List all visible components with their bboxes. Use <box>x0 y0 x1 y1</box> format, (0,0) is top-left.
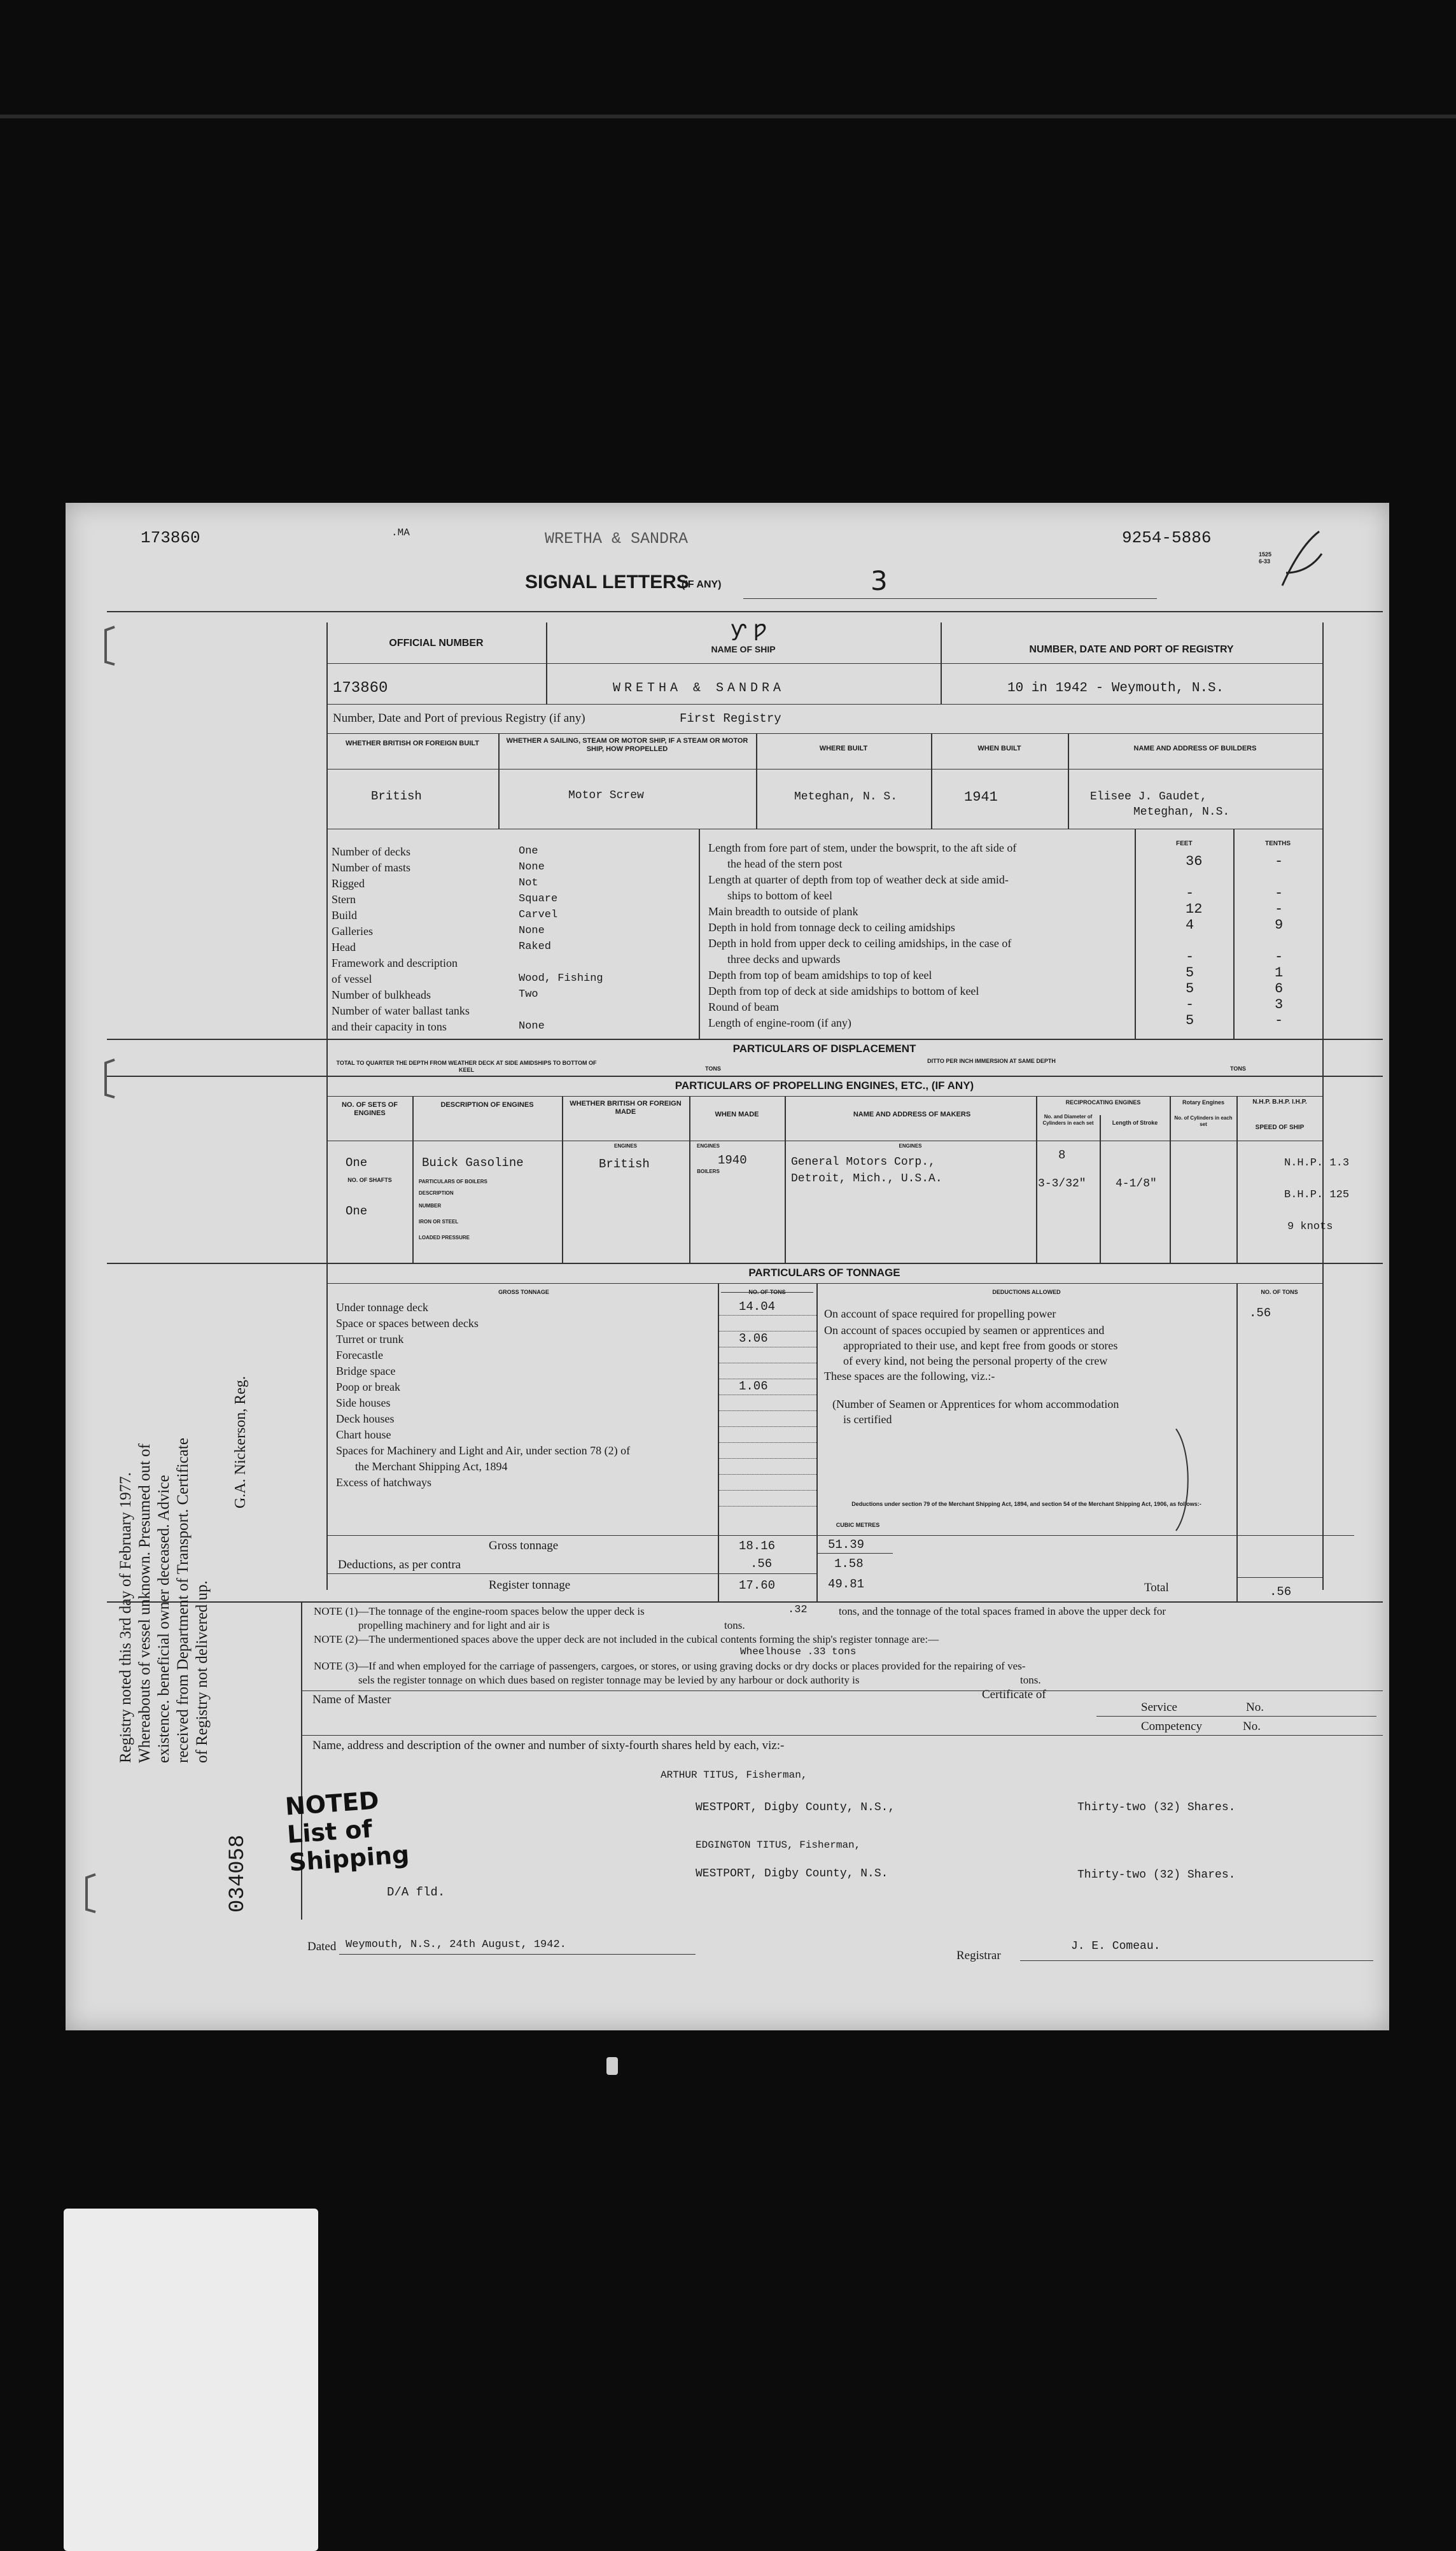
description-label: Number of water ballast tanks <box>332 1004 470 1017</box>
ship-name-top: WRETHA & SANDRA <box>545 530 689 548</box>
description-label: Number of bulkheads <box>332 988 431 1001</box>
deduction-text-line: On account of spaces occupied by seamen or apprentices and <box>824 1324 1105 1337</box>
dated: Weymouth, N.S., 24th August, 1942. <box>346 1939 566 1951</box>
film-strip-line <box>0 115 1456 118</box>
rotary-cylinders-label: No. of Cylinders in each set <box>1174 1115 1233 1127</box>
engine-stroke: 4-1/8" <box>1116 1177 1157 1190</box>
previous-registry: First Registry <box>680 712 781 726</box>
film-blank-frame <box>64 2209 318 2551</box>
dimension-label: Length of engine-room (if any) <box>708 1016 851 1029</box>
engine-cylinders: 8 <box>1058 1148 1066 1162</box>
dimension-feet: 12 <box>1186 901 1203 917</box>
stamp-line-3: Shipping <box>288 1840 410 1877</box>
dimension-label: Length at quarter of depth from top of weather deck at side amid- <box>708 873 1009 886</box>
dimension-tenths: 6 <box>1275 981 1284 997</box>
registrar: J. E. Comeau. <box>1071 1940 1161 1953</box>
dimension-label: Round of beam <box>708 1001 779 1013</box>
punch-hole-mark <box>101 1057 120 1101</box>
engines-sub-label-3: ENGINES <box>899 1143 922 1149</box>
ship-name: WRETHA & SANDRA <box>613 681 785 696</box>
shafts-label: NO. OF SHAFTS <box>347 1177 392 1183</box>
builders-label: NAME AND ADDRESS OF BUILDERS <box>1133 745 1257 752</box>
name-of-ship-label: NAME OF SHIP <box>711 644 776 654</box>
gross-tonnage-row-value: 3.06 <box>739 1332 768 1346</box>
stamp-line-2: List of <box>286 1815 374 1849</box>
margin-note-line-1: Registry noted this 3rd day of February 1977. <box>117 1472 134 1763</box>
dimension-label: Main breadth to outside of plank <box>708 905 858 918</box>
shafts: One <box>346 1204 368 1218</box>
owner-1-shares: Thirty-two (32) Shares. <box>1077 1801 1236 1814</box>
description-label: Number of masts <box>332 861 410 874</box>
engines-sub-label-2: ENGINES <box>696 1143 720 1149</box>
description-value: None <box>519 861 545 873</box>
gross-tonnage-row-label: Forecastle <box>336 1349 383 1361</box>
description-label: Build <box>332 909 358 922</box>
registry-port-label: NUMBER, DATE AND PORT OF REGISTRY <box>1029 644 1234 655</box>
dimension-tenths: 9 <box>1275 917 1284 933</box>
engine-diameter: 3-3/32" <box>1038 1177 1086 1190</box>
description-value: Not <box>519 877 538 889</box>
displacement-ditto-label: DITTO PER INCH IMMERSION AT SAME DEPTH <box>927 1058 1056 1064</box>
owner-2-address: WESTPORT, Digby County, N.S. <box>696 1867 888 1880</box>
dimension-label: Depth in hold from tonnage deck to ceiling amidships <box>708 921 955 934</box>
dimension-tenths: 3 <box>1275 997 1284 1013</box>
when-built: 1941 <box>964 789 998 805</box>
dimension-tenths: - <box>1275 885 1284 901</box>
dimension-feet: 5 <box>1186 965 1194 981</box>
competency-no-label: No. <box>1243 1720 1261 1733</box>
note-1d: tons. <box>724 1619 745 1631</box>
dimension-label: Depth from top of deck at side amidships to bottom of keel <box>708 985 979 997</box>
gross-tonnage-row-label: the Merchant Shipping Act, 1894 <box>355 1460 508 1473</box>
speed: 9 knots <box>1287 1221 1333 1233</box>
punch-hole-mark <box>101 624 120 668</box>
dimension-feet: - <box>1186 885 1194 901</box>
certificate-label: Certificate of <box>982 1688 1046 1701</box>
noted-stamp <box>284 1785 410 1877</box>
feet-label: FEET <box>1176 840 1193 847</box>
note-3b: sels the register tonnage on which dues based on register tonnage may be levied by any harbour or dock authority is <box>358 1674 860 1686</box>
deduction-text-line: These spaces are the following, viz.:- <box>824 1370 995 1382</box>
engines-title: PARTICULARS OF PROPELLING ENGINES, ETC., (IF ANY) <box>675 1079 974 1092</box>
builders-line-2: Meteghan, N.S. <box>1133 806 1230 819</box>
engine-origin: British <box>599 1157 650 1171</box>
header-mark: .MA <box>391 527 410 538</box>
official-number-label: OFFICIAL NUMBER <box>389 638 484 649</box>
gross-tonnage-row-label: Deck houses <box>336 1412 395 1425</box>
dimension-feet: 36 <box>1186 854 1203 869</box>
engine-makers-line-1: General Motors Corp., <box>791 1156 935 1169</box>
gross-tonnage-row-label: Under tonnage deck <box>336 1301 428 1314</box>
description-value: Two <box>519 988 538 1001</box>
previous-registry-label: Number, Date and Port of previous Registry (if any) <box>333 712 585 725</box>
note-1b: tons, and the tonnage of the total spaces framed in above the upper deck for <box>839 1605 1166 1617</box>
margin-note-line-3: existence. beneficial owner deceased. Advice <box>155 1475 172 1763</box>
owners-label: Name, address and description of the owner and number of sixty-fourth shares held by each, viz:- <box>312 1739 785 1752</box>
where-built-label: WHERE BUILT <box>819 745 868 752</box>
registrar-label: Registrar <box>956 1949 1001 1962</box>
displacement-total-label: TOTAL TO QUARTER THE DEPTH FROM WEATHER DECK AT SIDE AMIDSHIPS TO BOTTOM OF KEEL <box>336 1060 597 1073</box>
da-filed: D/A fld. <box>387 1885 445 1899</box>
deductions-contra: .56 <box>750 1557 773 1571</box>
boiler-label-4: LOADED PRESSURE <box>419 1235 470 1240</box>
register-cubic: 49.81 <box>828 1577 865 1591</box>
british-foreign-label: WHETHER BRITISH OR FOREIGN BUILT <box>345 740 479 747</box>
owner-2-name: EDGINGTON TITUS, Fisherman, <box>696 1839 861 1851</box>
margin-note-line-2: Whereabouts of vessel unknown. Presumed out of <box>136 1444 153 1763</box>
gross-tonnage-row-label: Spaces for Machinery and Light and Air, under section 78 (2) of <box>336 1444 631 1457</box>
description-label: Stern <box>332 893 356 906</box>
margin-signature: G.A. Nickerson, Reg. <box>232 1376 249 1508</box>
note-1c: propelling machinery and for light and air is <box>358 1619 550 1631</box>
engine-description-label: DESCRIPTION OF ENGINES <box>440 1101 534 1109</box>
owner-1-address: WESTPORT, Digby County, N.S., <box>696 1801 895 1814</box>
boiler-label-2: NUMBER <box>419 1203 442 1209</box>
description-label: of vessel <box>332 973 372 985</box>
dimension-feet: 5 <box>1186 1013 1194 1029</box>
margin-registry-note <box>116 1438 212 1763</box>
description-value: One <box>519 845 538 857</box>
gross-tonnage-row-label: Side houses <box>336 1396 391 1409</box>
dimension-tenths: 1 <box>1275 965 1284 981</box>
owner-1-name: ARTHUR TITUS, Fisherman, <box>661 1769 808 1781</box>
tons-column-label: NO. OF TONS <box>748 1289 786 1295</box>
dimension-tenths: - <box>1275 1013 1284 1029</box>
handwritten-mark: ƴ ƿ <box>731 616 767 642</box>
dimension-feet: 4 <box>1186 917 1194 933</box>
dimension-label: the head of the stern post <box>727 857 843 870</box>
description-value: Square <box>519 893 558 905</box>
dimension-label: three decks and upwards <box>727 953 841 966</box>
side-number: 034058 <box>226 1834 250 1913</box>
engine-makers-label: NAME AND ADDRESS OF MAKERS <box>853 1111 971 1118</box>
note-2: NOTE (2)—The undermentioned spaces above the upper deck are not included in the cubical contents forming the ship's register tonnage are:— <box>314 1633 939 1645</box>
description-value: None <box>519 925 545 937</box>
owner-2-shares: Thirty-two (32) Shares. <box>1077 1869 1236 1881</box>
total-deductions: .56 <box>1270 1585 1292 1599</box>
horsepower-label: N.H.P. B.H.P. I.H.P. <box>1252 1099 1307 1106</box>
gross-tonnage-total-label: Gross tonnage <box>489 1539 559 1552</box>
description-value: Raked <box>519 941 552 953</box>
engine-sets-label: NO. OF SETS OF ENGINES <box>341 1101 398 1117</box>
gross-tonnage-row-label: Bridge space <box>336 1365 396 1377</box>
boiler-label-0: PARTICULARS OF BOILERS <box>419 1179 487 1184</box>
register-tonnage-label: Register tonnage <box>489 1578 571 1592</box>
punch-hole-mark <box>81 1871 101 1916</box>
tons-column-label-2: NO. OF TONS <box>1261 1289 1298 1295</box>
total-label: Total <box>1144 1581 1169 1594</box>
description-label: and their capacity in tons <box>332 1020 447 1033</box>
where-built: Meteghan, N. S. <box>794 791 898 803</box>
description-label: Head <box>332 941 356 953</box>
engine-sets: One <box>346 1156 368 1170</box>
registry-number-date-port: 10 in 1942 - Weymouth, N.S. <box>1007 681 1224 696</box>
note-3c: tons. <box>1020 1674 1041 1686</box>
gross-tonnage-cubic: 51.39 <box>828 1538 865 1552</box>
deductions-cubic: 1.58 <box>834 1557 864 1571</box>
dimension-label: ships to bottom of keel <box>727 889 832 902</box>
propelled-label: WHETHER A SAILING, STEAM OR MOTOR SHIP, IF A STEAM OR MOTOR SHIP, HOW PROPELLED <box>506 737 748 753</box>
note-3a: NOTE (3)—If and when employed for the carriage of passengers, cargoes, or stores, or using graving docks or dry docks or places provided for the repairing of ves- <box>314 1660 1026 1672</box>
description-value: None <box>519 1020 545 1032</box>
engines-sub-label: ENGINES <box>613 1143 637 1149</box>
signal-letters-label: SIGNAL LETTERS <box>525 572 689 593</box>
engine-description: Buick Gasoline <box>422 1156 524 1170</box>
form-code: 1525 6-33 <box>1259 551 1272 565</box>
displacement-title: PARTICULARS OF DISPLACEMENT <box>732 1043 916 1055</box>
service-no-label: No. <box>1246 1701 1264 1714</box>
dimension-feet: - <box>1186 949 1194 965</box>
registry-document <box>66 503 1389 2030</box>
boilers-sub-label: BOILERS <box>697 1169 720 1174</box>
dimension-tenths: - <box>1275 854 1284 869</box>
propelling-deduction: .56 <box>1249 1306 1271 1320</box>
displacement-tons2-label: TONS <box>1230 1065 1246 1072</box>
margin-note-line-5: of Registry not delivered up. <box>193 1580 211 1763</box>
brace-mark <box>1173 1426 1198 1534</box>
note-1a: NOTE (1)—The tonnage of the engine-room spaces below the upper deck is <box>314 1605 645 1617</box>
signal-letters-if-any: (IF ANY) <box>682 579 722 590</box>
description-label: Rigged <box>332 877 365 890</box>
gross-tonnage-label: GROSS TONNAGE <box>498 1289 549 1295</box>
deductions-section-note: Deductions under section 79 of the Merchant Shipping Act, 1894, and section 54 of the Merchant Shipping Act, 1906, as follows:- <box>851 1501 1201 1507</box>
when-built-label: WHEN BUILT <box>977 745 1021 752</box>
engine-makers-line-2: Detroit, Mich., U.S.A. <box>791 1172 942 1185</box>
engine-when-made: 1940 <box>718 1153 747 1167</box>
deduction-text-line: (Number of Seamen or Apprentices for whom accommodation <box>832 1398 1119 1410</box>
deduction-text-line: of every kind, not being the personal property of the crew <box>843 1354 1108 1367</box>
official-number-top: 173860 <box>141 528 200 547</box>
master-label: Name of Master <box>312 1693 391 1706</box>
cylinders-label: No. and Diameter of Cylinders in each set <box>1042 1114 1094 1126</box>
note-2-value: Wheelhouse .33 tons <box>740 1646 857 1657</box>
deductions-label: DEDUCTIONS ALLOWED <box>992 1289 1061 1295</box>
reference-number: 9254-5886 <box>1122 528 1212 547</box>
boiler-label-3: IRON OR STEEL <box>419 1219 459 1225</box>
boiler-label-1: DESCRIPTION <box>419 1190 454 1196</box>
reciprocating-label: RECIPROCATING ENGINES <box>1065 1099 1141 1106</box>
british-foreign: British <box>371 789 422 803</box>
speed-label: SPEED OF SHIP <box>1255 1124 1305 1131</box>
gross-tonnage-row-label: Space or spaces between decks <box>336 1317 479 1330</box>
description-label: Galleries <box>332 925 373 938</box>
description-label: Framework and description <box>332 957 458 969</box>
deduction-text-line: appropriated to their use, and kept free from goods or stores <box>843 1339 1118 1352</box>
engine-origin-label: WHETHER BRITISH OR FOREIGN MADE <box>570 1100 682 1116</box>
gross-tonnage-row-label: Excess of hatchways <box>336 1476 431 1489</box>
official-number: 173860 <box>333 680 388 697</box>
description-value: Wood, Fishing <box>519 973 603 985</box>
cubic-metres-label: CUBIC METRES <box>836 1522 880 1528</box>
stroke-label: Length of Stroke <box>1112 1120 1158 1126</box>
builders-line-1: Elisee J. Gaudet, <box>1090 791 1207 803</box>
stamp-line-1: NOTED <box>284 1786 380 1821</box>
propelled: Motor Screw <box>568 789 644 802</box>
gross-tonnage-row-value: 14.04 <box>739 1300 776 1314</box>
margin-note-line-4: received from Department of Transport. Certificate <box>174 1438 192 1763</box>
dimension-feet: - <box>1186 997 1194 1013</box>
gross-tonnage-row-label: Chart house <box>336 1428 391 1441</box>
gross-tonnage-row-label: Turret or trunk <box>336 1333 404 1346</box>
dimension-label: Depth in hold from upper deck to ceiling amidships, in the case of <box>708 937 1012 950</box>
displacement-tons-label: TONS <box>705 1065 721 1072</box>
note-1-value: .32 <box>788 1604 808 1616</box>
deduction-text-line: is certified <box>843 1413 892 1426</box>
description-value: Carvel <box>519 909 558 921</box>
dimension-feet: 5 <box>1186 981 1194 997</box>
gross-tonnage-total: 18.16 <box>739 1539 776 1553</box>
rotary-label: Rotary Engines <box>1182 1099 1224 1106</box>
corner-pen-mark <box>1275 528 1326 592</box>
tenths-label: TENTHS <box>1265 840 1291 847</box>
gross-tonnage-row-value: 1.06 <box>739 1379 768 1393</box>
engine-when-label: WHEN MADE <box>715 1111 759 1118</box>
register-tonnage: 17.60 <box>739 1578 776 1592</box>
deduction-text-line: On account of space required for propelling power <box>824 1307 1056 1320</box>
dimension-label: Length from fore part of stem, under the bowsprit, to the aft side of <box>708 841 1017 854</box>
dimension-tenths: - <box>1275 901 1284 917</box>
gross-tonnage-row-label: Poop or break <box>336 1381 400 1393</box>
competency-label: Competency <box>1141 1720 1203 1733</box>
bhp: B.H.P. 125 <box>1284 1189 1350 1201</box>
deductions-contra-label: Deductions, as per contra <box>338 1558 461 1571</box>
signal-letters-value: 3 <box>871 565 888 596</box>
film-speck <box>606 2057 618 2075</box>
dimension-label: Depth from top of beam amidships to top of keel <box>708 969 932 981</box>
description-label: Number of decks <box>332 845 410 858</box>
dated-label: Dated <box>307 1940 337 1953</box>
nhp: N.H.P. 1.3 <box>1284 1157 1350 1169</box>
dimension-tenths: - <box>1275 949 1284 965</box>
tonnage-title: PARTICULARS OF TONNAGE <box>748 1267 900 1279</box>
service-label: Service <box>1141 1701 1177 1714</box>
